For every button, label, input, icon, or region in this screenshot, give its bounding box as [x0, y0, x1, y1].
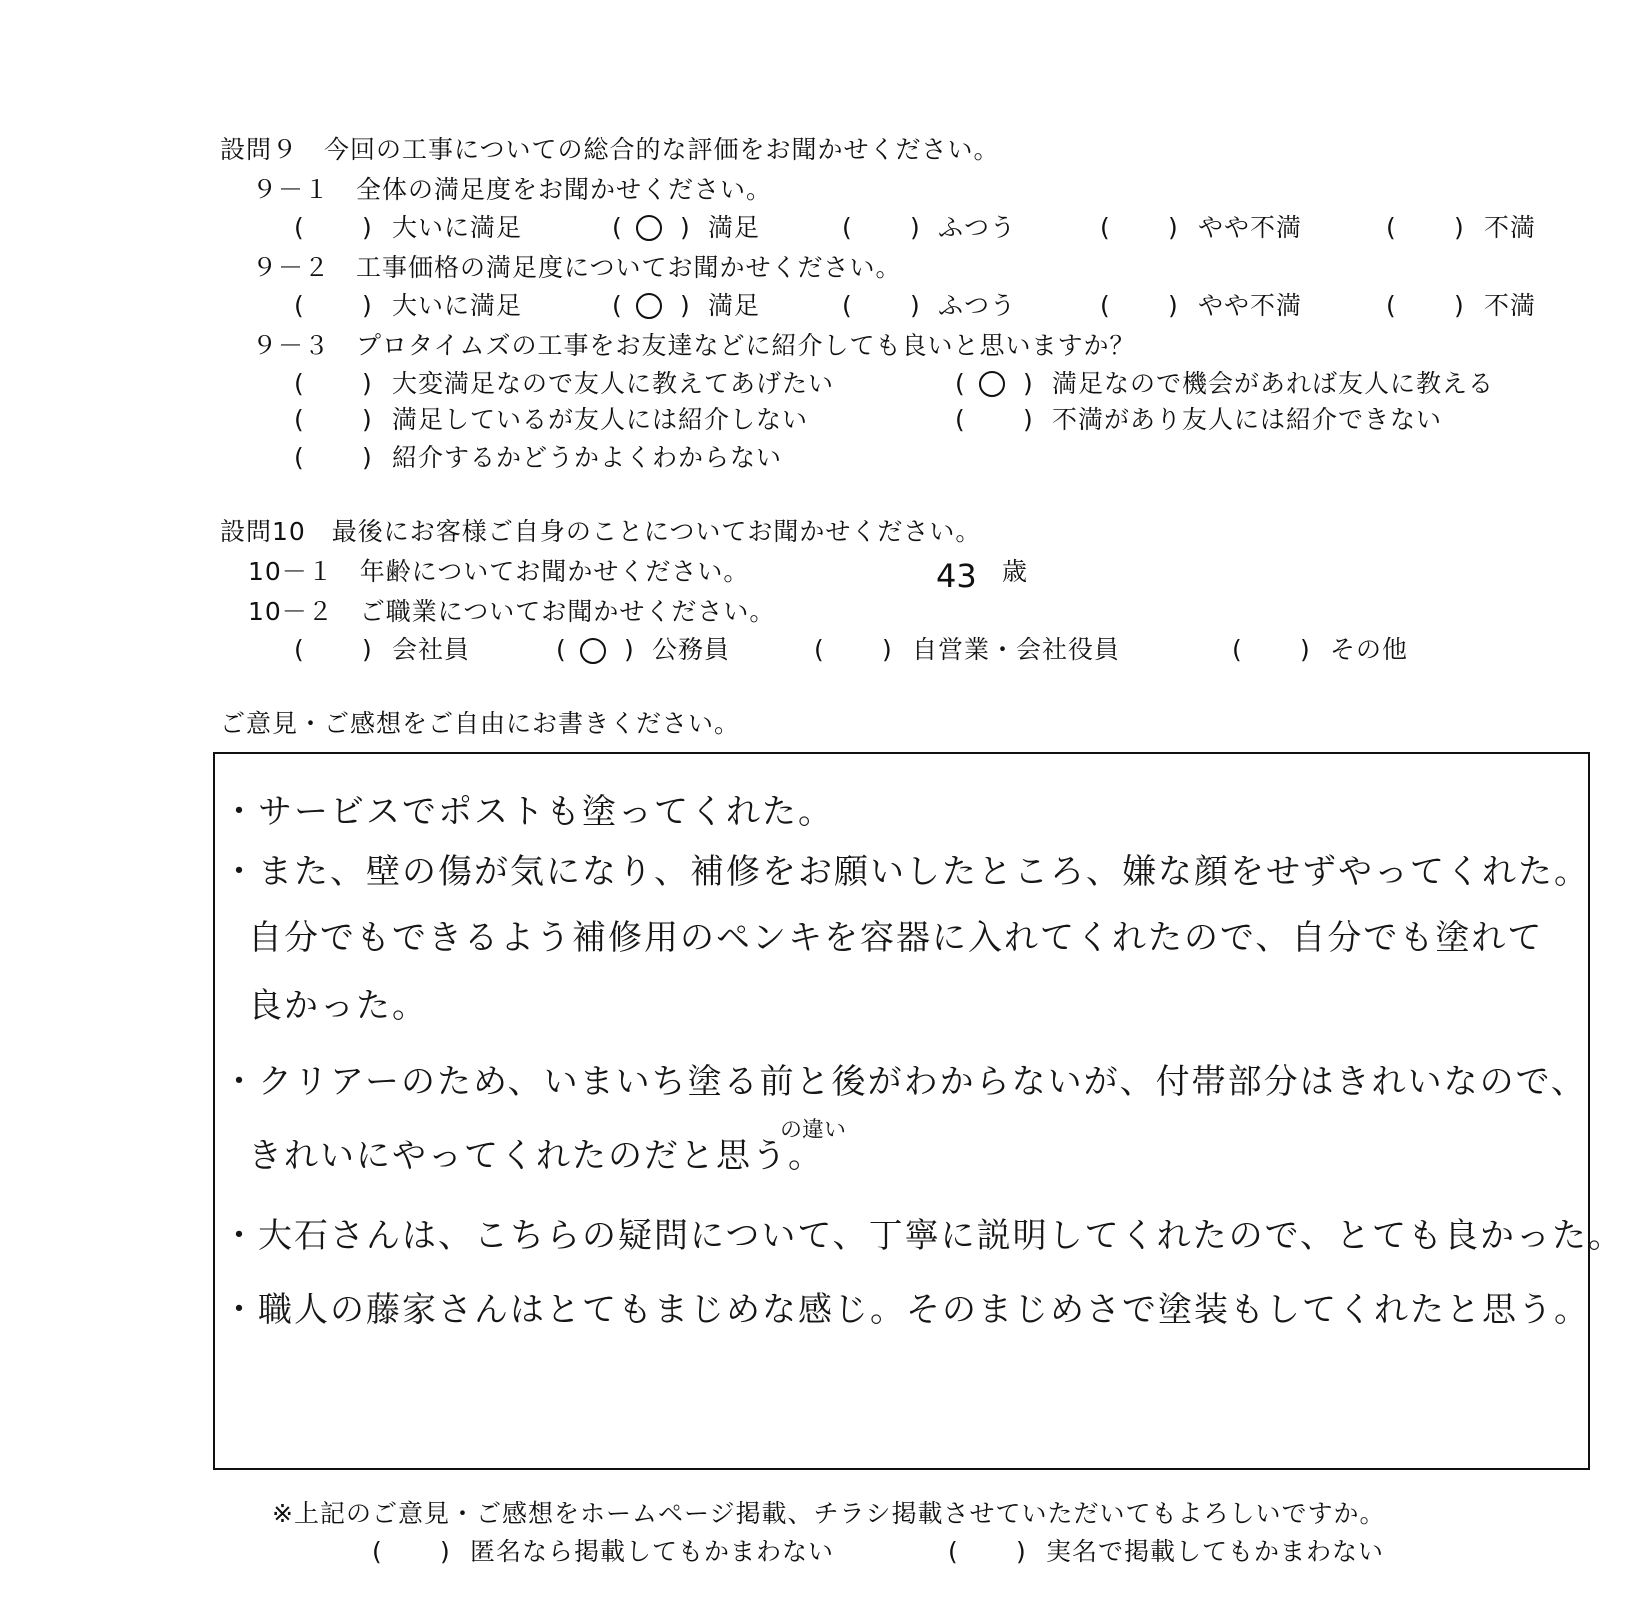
age-unit: 歳: [1002, 557, 1029, 586]
q9-3-label: ９－３ プロタイムズの工事をお友達などに紹介しても良いと思いますか？: [252, 331, 1136, 360]
circle-mark-icon[interactable]: [636, 293, 662, 319]
q10-2-option-label: 公務員: [652, 635, 731, 664]
comments-heading: ご意見・ご感想をご自由にお書きください。: [220, 709, 741, 738]
q9-3-option-label: 不満があり友人には紹介できない: [1052, 405, 1443, 434]
comment-line: 良かった。: [248, 986, 428, 1026]
q9-3-option-label: 満足なので機会があれば友人に教える: [1052, 369, 1495, 398]
publication-option-label: 匿名なら掲載してもかまわない: [470, 1537, 835, 1566]
q10-2-option-label: その他: [1330, 635, 1409, 664]
q9-1-option-label: やや不満: [1198, 213, 1303, 242]
q9-2-option-label: 不満: [1484, 291, 1537, 320]
comment-line: ・大石さんは、こちらの疑問について、丁寧に説明してくれたので、とても良かった。: [222, 1216, 1624, 1256]
q10-1-label: 10－１ 年齢についてお聞かせください。: [248, 557, 750, 586]
q9-1-option-label: ふつう: [938, 213, 1017, 242]
q10-2-option-label: 自営業・会社役員: [912, 635, 1121, 664]
q10-2-option-label: 会社員: [392, 635, 471, 664]
q9-2-option-label: やや不満: [1198, 291, 1303, 320]
q9-2-option-label: ふつう: [938, 291, 1017, 320]
publication-option-label: 実名で掲載してもかまわない: [1046, 1537, 1385, 1566]
q9-1-label: ９－１ 全体の満足度をお聞かせください。: [252, 175, 773, 204]
circle-mark-icon[interactable]: [636, 215, 662, 241]
q9-2-label: ９－２ 工事価格の満足度についてお聞かせください。: [252, 253, 902, 282]
q9-3-option-label: 満足しているが友人には紹介しない: [392, 405, 809, 434]
q9-3-option-label: 紹介するかどうかよくわからない: [392, 443, 783, 472]
comment-line: 自分でもできるよう補修用のペンキを容器に入れてくれたので、自分でも塗れて: [248, 918, 1544, 958]
comment-line: ・クリアーのため、いまいち塗る前と後がわからないが、付帯部分はきれいなので、: [222, 1062, 1587, 1102]
q10-2-label: 10－２ ご職業についてお聞かせください。: [248, 597, 776, 626]
q9-1-option-label: 大いに満足: [392, 213, 523, 242]
comment-line: ・職人の藤家さんはとてもまじめな感じ。そのまじめさで塗装もしてくれたと思う。: [222, 1290, 1590, 1330]
q9-2-option-label: 大いに満足: [392, 291, 523, 320]
comment-insertion: の違い: [780, 1118, 847, 1143]
q9-2-option-label: 満足: [708, 291, 761, 320]
q9-3-option-label: 大変満足なので友人に教えてあげたい: [392, 369, 835, 398]
q9-1-option-label: 満足: [708, 213, 761, 242]
publication-question: ※上記のご意見・ご感想をホームページ掲載、チラシ掲載させていただいてもよろしいですか。: [272, 1499, 1386, 1528]
q9-title: 設問９ 今回の工事についての総合的な評価をお聞かせください。: [220, 135, 1000, 164]
comment-line: きれいにやってくれたのだと思う。: [248, 1136, 824, 1176]
q10-title: 設問10 最後にお客様ご自身のことについてお聞かせください。: [220, 517, 982, 546]
circle-mark-icon[interactable]: [979, 371, 1005, 397]
circle-mark-icon[interactable]: [580, 638, 606, 664]
age-value[interactable]: 43: [936, 557, 977, 595]
comment-line: ・サービスでポストも塗ってくれた。: [222, 792, 834, 832]
comment-line: ・また、壁の傷が気になり、補修をお願いしたところ、嫌な顔をせずやってくれた。: [222, 852, 1590, 892]
q9-1-option-label: 不満: [1484, 213, 1537, 242]
